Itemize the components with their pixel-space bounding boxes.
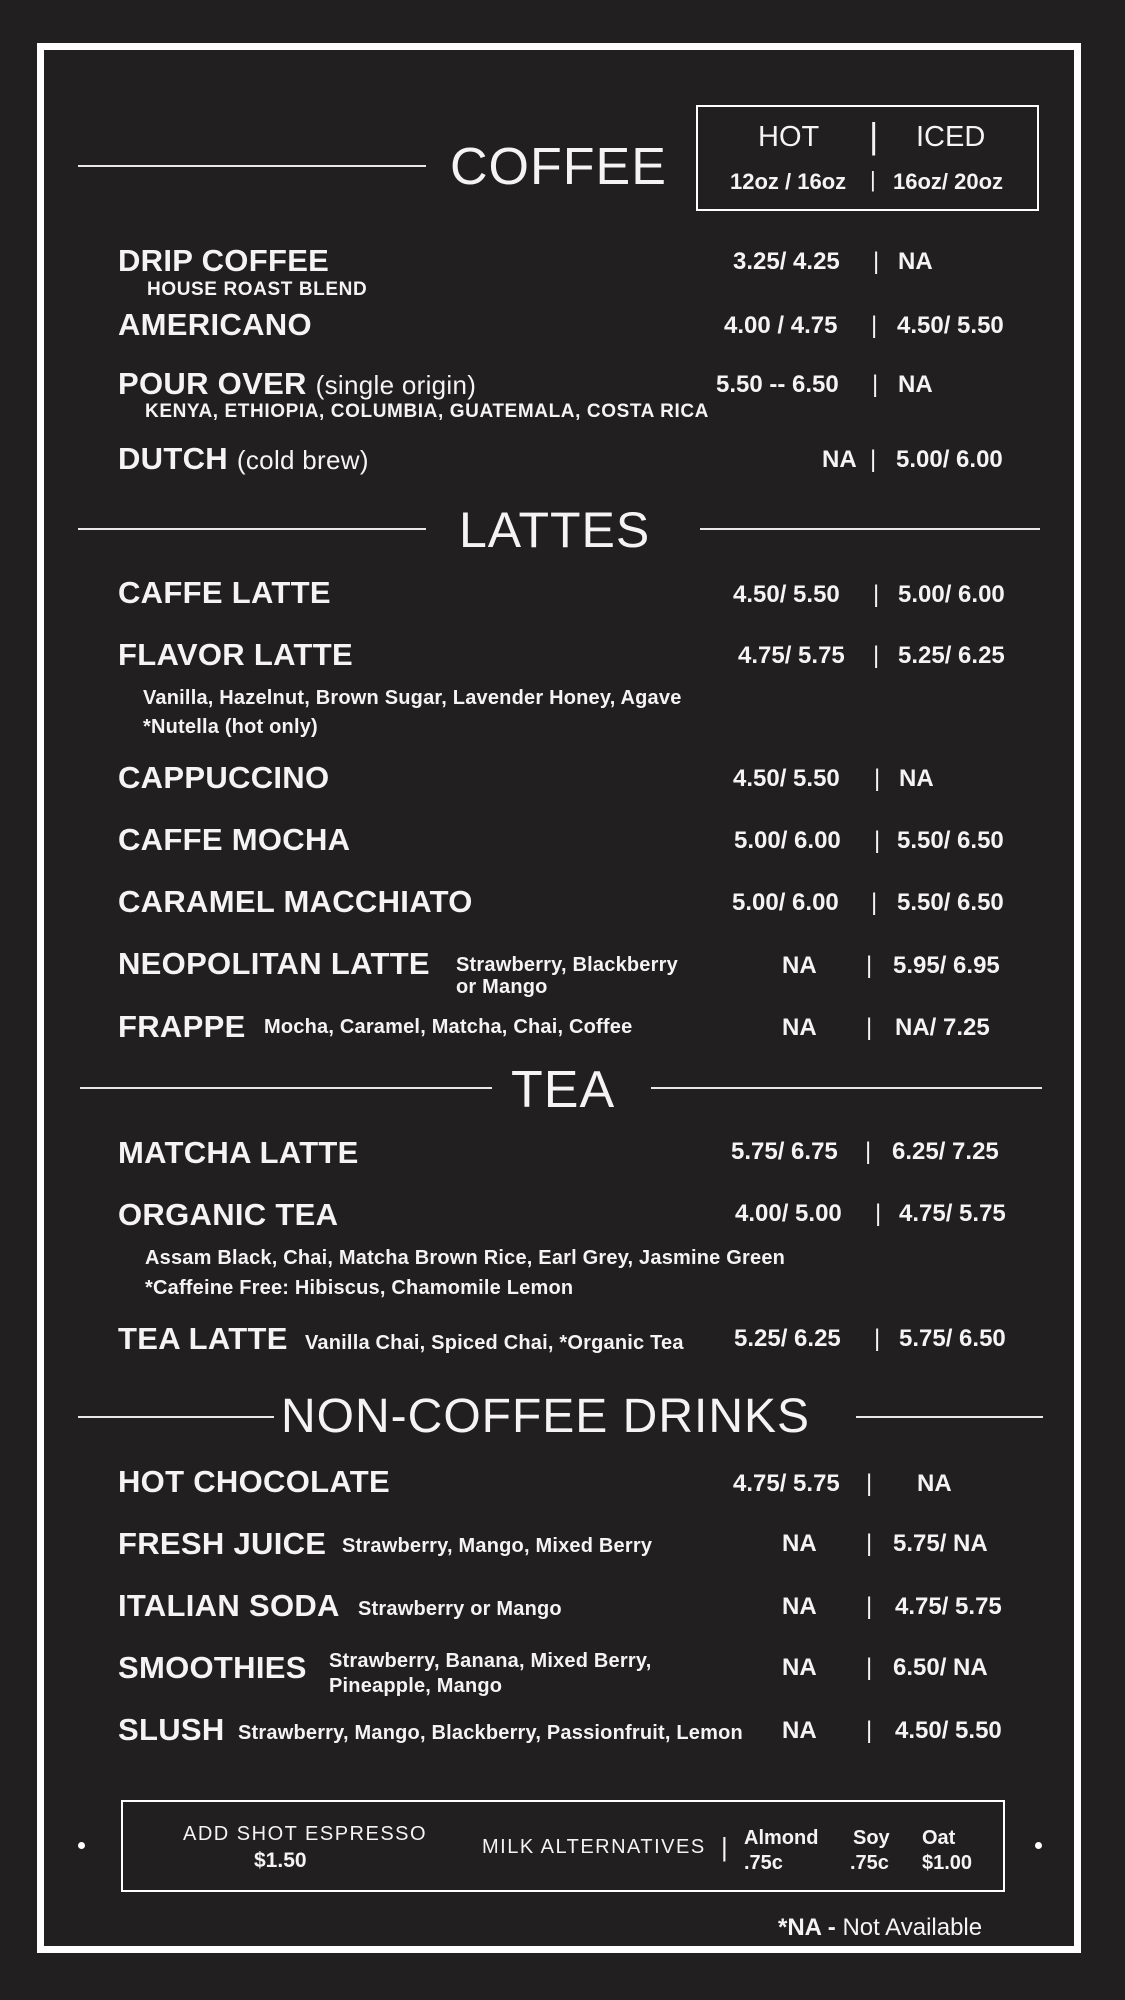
coffee-section-title: COFFEE xyxy=(450,138,667,196)
pour-over-iced-price: NA xyxy=(898,371,933,398)
section-rule-right xyxy=(651,1087,1042,1089)
slush-iced-price: 4.50/ 5.50 xyxy=(895,1717,1002,1744)
hot-chocolate-iced-price: NA xyxy=(917,1470,952,1497)
fresh-juice-iced-price: 5.75/ NA xyxy=(893,1530,988,1557)
price-divider: | xyxy=(866,1593,873,1620)
flavor-latte-hot-price: 4.75/ 5.75 xyxy=(738,642,845,669)
extras-box xyxy=(121,1800,1005,1892)
price-divider: | xyxy=(871,312,878,339)
matcha-latte-hot-price: 5.75/ 6.75 xyxy=(731,1138,838,1165)
organic-tea-iced-price: 4.75/ 5.75 xyxy=(899,1200,1006,1227)
price-divider: | xyxy=(866,1717,873,1744)
section-rule-left xyxy=(78,1416,274,1418)
price-divider: | xyxy=(873,581,880,608)
pour-over-note: (single origin) xyxy=(315,370,477,400)
fresh-juice-flavors: Strawberry, Mango, Mixed Berry xyxy=(342,1535,653,1557)
hot-chocolate-name: HOT CHOCOLATE xyxy=(118,1464,390,1499)
lattes-section-title: LATTES xyxy=(459,502,651,558)
cappuccino-name: CAPPUCCINO xyxy=(118,760,330,795)
flavor-latte-iced-price: 5.25/ 6.25 xyxy=(898,642,1005,669)
price-divider: | xyxy=(866,1530,873,1557)
iced-sizes: 16oz/ 20oz xyxy=(893,169,1004,194)
neopolitan-flavors-1: Strawberry, Blackberry xyxy=(456,954,678,976)
price-divider: | xyxy=(866,952,873,979)
americano-iced-price: 4.50/ 5.50 xyxy=(897,312,1004,339)
decorative-dot-right xyxy=(1035,1842,1042,1849)
pour-over-name: POUR OVER (single origin) xyxy=(118,366,477,401)
tea-latte-iced-price: 5.75/ 6.50 xyxy=(899,1325,1006,1352)
frappe-iced-price: NA/ 7.25 xyxy=(895,1014,990,1041)
pour-over-hot-price: 5.50 -- 6.50 xyxy=(716,371,839,398)
americano-name: AMERICANO xyxy=(118,307,312,342)
price-divider: | xyxy=(865,1138,872,1165)
dutch-iced-price: 5.00/ 6.00 xyxy=(896,446,1003,473)
caffe-mocha-iced-price: 5.50/ 6.50 xyxy=(897,827,1004,854)
drip-coffee-hot-price: 3.25/ 4.25 xyxy=(733,248,840,275)
section-rule-right xyxy=(700,528,1040,530)
drip-coffee-iced-price: NA xyxy=(898,248,933,275)
hot-column-label: HOT xyxy=(758,121,820,153)
non-coffee-section-title: NON-COFFEE DRINKS xyxy=(281,1390,811,1443)
price-divider: | xyxy=(871,889,878,916)
footnote-na: *NA xyxy=(778,1914,822,1941)
section-rule-left xyxy=(78,165,426,167)
neopolitan-flavors-2: or Mango xyxy=(456,976,548,998)
caramel-macchiato-iced-price: 5.50/ 6.50 xyxy=(897,889,1004,916)
oat-label: Oat xyxy=(922,1827,956,1849)
fresh-juice-hot-price: NA xyxy=(782,1530,817,1557)
cappuccino-iced-price: NA xyxy=(899,765,934,792)
hot-chocolate-hot-price: 4.75/ 5.75 xyxy=(733,1470,840,1497)
soy-price: .75c xyxy=(850,1852,889,1874)
footnote-dash: - xyxy=(821,1914,843,1941)
frappe-hot-price: NA xyxy=(782,1014,817,1041)
size-header-box xyxy=(696,105,1039,211)
milk-alternatives-label: MILK ALTERNATIVES xyxy=(482,1836,706,1858)
pour-over-origins: KENYA, ETHIOPIA, COLUMBIA, GUATEMALA, COSTA RICA xyxy=(145,401,709,422)
organic-tea-name: ORGANIC TEA xyxy=(118,1197,339,1232)
italian-soda-hot-price: NA xyxy=(782,1593,817,1620)
smoothies-name: SMOOTHIES xyxy=(118,1650,307,1685)
organic-tea-hot-price: 4.00/ 5.00 xyxy=(735,1200,842,1227)
slush-hot-price: NA xyxy=(782,1717,817,1744)
footnote-text: Not Available xyxy=(842,1914,983,1941)
price-divider: | xyxy=(874,765,881,792)
price-divider: | xyxy=(875,1200,882,1227)
dutch-note: (cold brew) xyxy=(236,445,369,475)
header-divider: | xyxy=(869,115,879,156)
dutch-hot-price: NA xyxy=(822,446,857,473)
caffe-latte-hot-price: 4.50/ 5.50 xyxy=(733,581,840,608)
caramel-macchiato-hot-price: 5.00/ 6.00 xyxy=(732,889,839,916)
flavor-latte-note: *Nutella (hot only) xyxy=(143,716,318,738)
neopolitan-latte-name: NEOPOLITAN LATTE xyxy=(118,946,430,981)
smoothies-flavors-1: Strawberry, Banana, Mixed Berry, xyxy=(329,1650,652,1672)
add-shot-price: $1.50 xyxy=(254,1849,307,1872)
flavor-latte-name: FLAVOR LATTE xyxy=(118,637,353,672)
caffe-latte-iced-price: 5.00/ 6.00 xyxy=(898,581,1005,608)
milk-divider: | xyxy=(721,1832,728,1862)
matcha-latte-name: MATCHA LATTE xyxy=(118,1135,359,1170)
drip-coffee-sub: HOUSE ROAST BLEND xyxy=(147,279,368,300)
section-rule-right xyxy=(856,1416,1043,1418)
almond-price: .75c xyxy=(744,1852,783,1874)
tea-latte-hot-price: 5.25/ 6.25 xyxy=(734,1325,841,1352)
price-divider: | xyxy=(873,642,880,669)
almond-label: Almond xyxy=(744,1827,819,1849)
caffe-mocha-hot-price: 5.00/ 6.00 xyxy=(734,827,841,854)
italian-soda-name: ITALIAN SODA xyxy=(118,1588,340,1623)
price-divider: | xyxy=(873,248,880,275)
slush-name: SLUSH xyxy=(118,1712,225,1747)
tea-latte-flavors: Vanilla Chai, Spiced Chai, *Organic Tea xyxy=(305,1332,684,1354)
organic-tea-varieties: Assam Black, Chai, Matcha Brown Rice, Earl Grey, Jasmine Green xyxy=(145,1247,786,1269)
fresh-juice-name: FRESH JUICE xyxy=(118,1526,327,1561)
tea-latte-name: TEA LATTE xyxy=(118,1321,288,1356)
price-divider: | xyxy=(866,1654,873,1681)
footnote xyxy=(778,1914,982,1942)
decorative-dot-left xyxy=(78,1842,85,1849)
oat-price: $1.00 xyxy=(922,1852,973,1874)
tea-section-title: TEA xyxy=(511,1061,616,1119)
matcha-latte-iced-price: 6.25/ 7.25 xyxy=(892,1138,999,1165)
iced-column-label: ICED xyxy=(916,121,986,153)
section-rule-left xyxy=(78,528,426,530)
price-divider: | xyxy=(874,1325,881,1352)
neopolitan-iced-price: 5.95/ 6.95 xyxy=(893,952,1000,979)
slush-flavors: Strawberry, Mango, Blackberry, Passionfruit, Lemon xyxy=(238,1722,743,1744)
italian-soda-flavors: Strawberry or Mango xyxy=(358,1598,562,1620)
drip-coffee-name: DRIP COFFEE xyxy=(118,243,330,278)
smoothies-hot-price: NA xyxy=(782,1654,817,1681)
header-sizes-divider: | xyxy=(870,167,876,192)
caffe-mocha-name: CAFFE MOCHA xyxy=(118,822,351,857)
americano-hot-price: 4.00 / 4.75 xyxy=(724,312,838,339)
caramel-macchiato-name: CARAMEL MACCHIATO xyxy=(118,884,473,919)
flavor-latte-flavors: Vanilla, Hazelnut, Brown Sugar, Lavender Honey, Agave xyxy=(143,687,682,709)
organic-tea-caffeine-free: *Caffeine Free: Hibiscus, Chamomile Lemon xyxy=(145,1277,574,1299)
price-divider: | xyxy=(870,446,877,473)
neopolitan-hot-price: NA xyxy=(782,952,817,979)
smoothies-flavors-2: Pineapple, Mango xyxy=(329,1675,503,1697)
price-divider: | xyxy=(866,1470,873,1497)
cappuccino-hot-price: 4.50/ 5.50 xyxy=(733,765,840,792)
hot-sizes: 12oz / 16oz xyxy=(730,169,847,194)
frappe-flavors: Mocha, Caramel, Matcha, Chai, Coffee xyxy=(264,1016,633,1038)
frappe-name: FRAPPE xyxy=(118,1009,246,1044)
price-divider: | xyxy=(872,371,879,398)
italian-soda-iced-price: 4.75/ 5.75 xyxy=(895,1593,1002,1620)
caffe-latte-name: CAFFE LATTE xyxy=(118,575,331,610)
price-divider: | xyxy=(866,1014,873,1041)
soy-label: Soy xyxy=(853,1827,890,1849)
section-rule-left xyxy=(80,1087,492,1089)
price-divider: | xyxy=(874,827,881,854)
smoothies-iced-price: 6.50/ NA xyxy=(893,1654,988,1681)
dutch-name: DUTCH (cold brew) xyxy=(118,441,369,476)
add-shot-label: ADD SHOT ESPRESSO xyxy=(183,1823,428,1845)
